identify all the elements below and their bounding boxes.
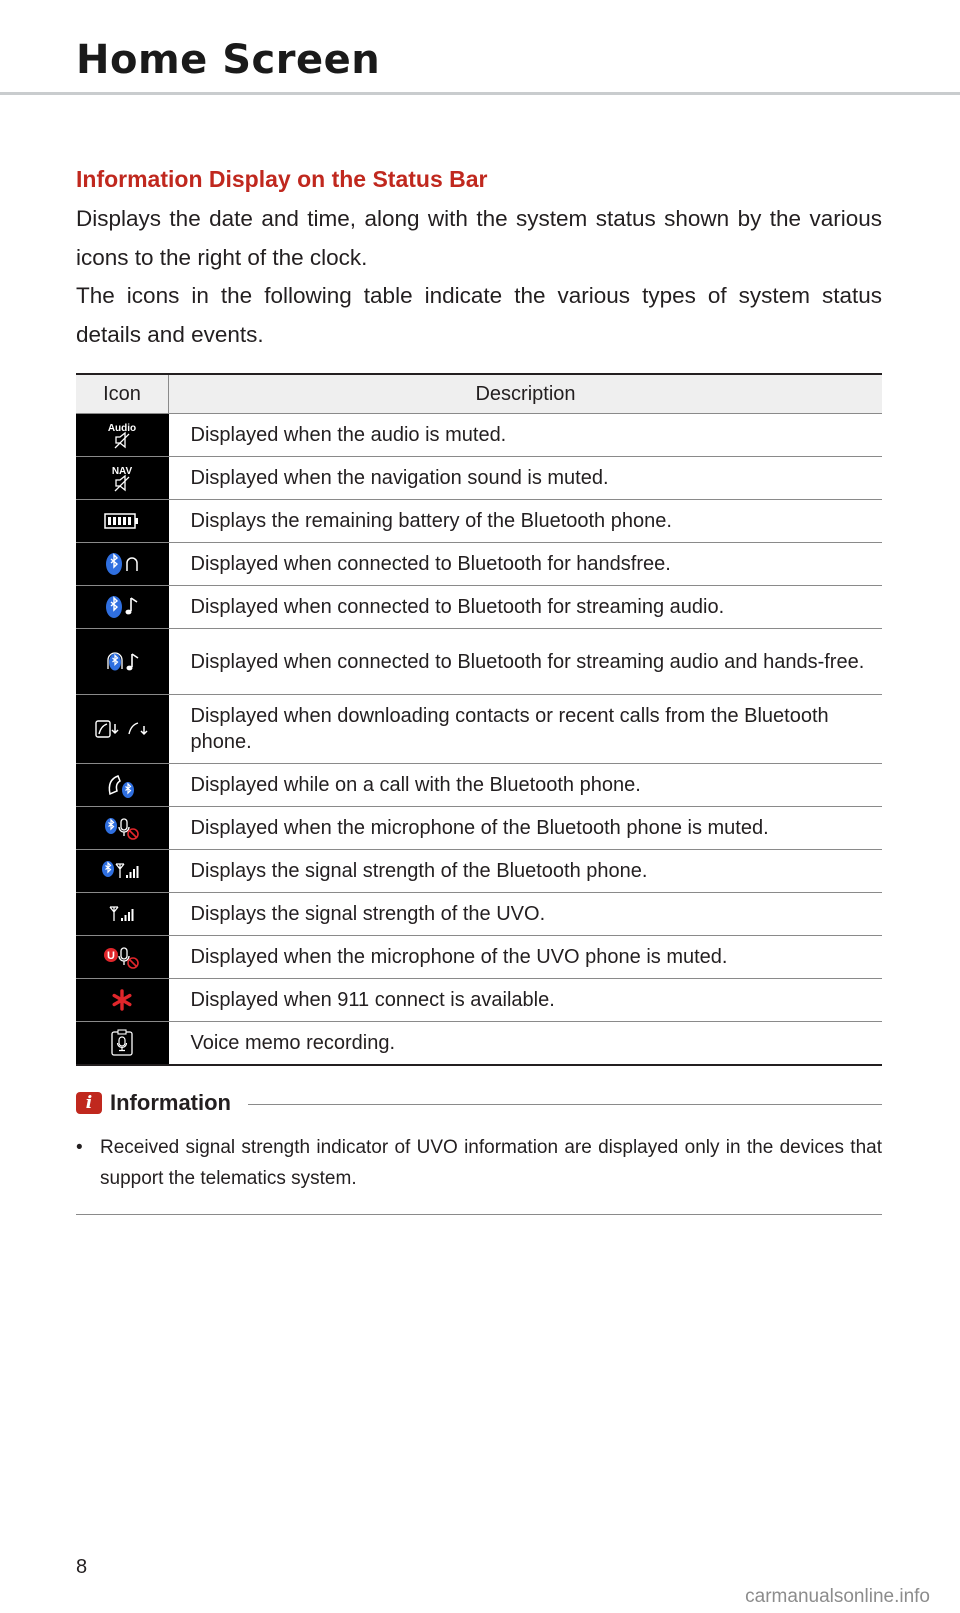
table-row bbox=[76, 1022, 882, 1066]
table-row bbox=[76, 695, 882, 764]
table-row bbox=[76, 586, 882, 629]
description-cell: Displayed when connected to Bluetooth for streaming audio. bbox=[169, 586, 883, 629]
table-row bbox=[76, 936, 882, 979]
contacts-download-icon bbox=[87, 712, 157, 746]
page-title: Home Screen bbox=[76, 37, 381, 83]
icon-cell bbox=[76, 586, 169, 629]
watermark: carmanualsonline.info bbox=[745, 1586, 930, 1607]
description-cell: Displayed when the navigation sound is muted. bbox=[169, 457, 883, 500]
audio-mute-icon bbox=[94, 420, 150, 450]
description-cell: Displayed when the microphone of the UVO phone is muted. bbox=[169, 936, 883, 979]
icon-cell bbox=[76, 979, 169, 1022]
icon-cell bbox=[76, 543, 169, 586]
information-divider bbox=[248, 1104, 882, 1105]
table-row bbox=[76, 500, 882, 543]
description-cell: Displayed when 911 connect is available. bbox=[169, 979, 883, 1022]
description-cell: Displayed when connected to Bluetooth for handsfree. bbox=[169, 543, 883, 586]
table-row bbox=[76, 850, 882, 893]
description-cell: Displayed when the audio is muted. bbox=[169, 414, 883, 457]
table-row bbox=[76, 807, 882, 850]
bluetooth-call-icon bbox=[94, 770, 150, 800]
bluetooth-mic-mute-icon bbox=[94, 813, 150, 843]
bluetooth-signal-icon bbox=[94, 856, 150, 886]
icon-cell bbox=[76, 695, 169, 764]
icon-cell bbox=[76, 500, 169, 543]
icon-cell bbox=[76, 807, 169, 850]
bluetooth-streaming-handsfree-icon bbox=[94, 645, 150, 679]
header-divider bbox=[0, 92, 960, 95]
column-header-description: Description bbox=[169, 374, 883, 414]
bluetooth-streaming-icon bbox=[94, 592, 150, 622]
table-header-row bbox=[76, 374, 882, 414]
information-title: Information bbox=[110, 1090, 231, 1115]
uvo-mic-mute-icon bbox=[94, 942, 150, 972]
description-cell: Displays the signal strength of the UVO. bbox=[169, 893, 883, 936]
description-cell: Displays the signal strength of the Bluetooth phone. bbox=[169, 850, 883, 893]
intro-paragraph: The icons in the following table indicate the various types of system status details and events. bbox=[76, 283, 882, 347]
nav-mute-icon bbox=[94, 463, 150, 493]
information-header bbox=[76, 1088, 882, 1118]
table-row bbox=[76, 979, 882, 1022]
icon-cell bbox=[76, 764, 169, 807]
information-bottom-divider bbox=[76, 1214, 882, 1215]
icon-cell bbox=[76, 1022, 169, 1066]
table-row bbox=[76, 629, 882, 695]
information-text: Received signal strength indicator of UVO information are displayed only in the devices that support the telematics system. bbox=[100, 1137, 882, 1189]
audio-label: Audio bbox=[108, 423, 137, 434]
description-cell: Displays the remaining battery of the Bluetooth phone. bbox=[169, 500, 883, 543]
table-row bbox=[76, 764, 882, 807]
table-row bbox=[76, 457, 882, 500]
icon-cell bbox=[76, 414, 169, 457]
uvo-label: U bbox=[107, 950, 116, 962]
icon-cell bbox=[76, 457, 169, 500]
voice-memo-icon bbox=[94, 1028, 150, 1058]
battery-icon bbox=[94, 510, 150, 532]
uvo-signal-icon bbox=[94, 899, 150, 929]
description-cell: Displayed while on a call with the Bluetooth phone. bbox=[169, 764, 883, 807]
description-cell: Displayed when connected to Bluetooth for streaming audio and hands-free. bbox=[169, 629, 883, 695]
description-cell: Displayed when downloading contacts or recent calls from the Bluetooth phone. bbox=[169, 695, 883, 764]
page-number: 8 bbox=[76, 1556, 88, 1578]
icon-cell bbox=[76, 629, 169, 695]
table-row bbox=[76, 543, 882, 586]
section-heading: Information Display on the Status Bar bbox=[76, 166, 488, 192]
list-item bbox=[76, 1132, 882, 1194]
status-icon-table bbox=[76, 373, 882, 1066]
page-header bbox=[0, 0, 960, 100]
description-cell: Voice memo recording. bbox=[190, 1032, 396, 1054]
intro-text bbox=[76, 200, 882, 354]
column-header-icon: Icon bbox=[76, 374, 169, 414]
bullet-icon: • bbox=[76, 1137, 83, 1158]
nav-label: NAV bbox=[112, 466, 133, 477]
icon-cell bbox=[76, 850, 169, 893]
info-icon: i bbox=[76, 1092, 102, 1114]
icon-cell bbox=[76, 893, 169, 936]
table-row bbox=[76, 414, 882, 457]
information-box bbox=[76, 1088, 882, 1215]
icon-cell bbox=[76, 936, 169, 979]
table-row bbox=[76, 893, 882, 936]
information-list bbox=[76, 1132, 882, 1194]
911-connect-icon bbox=[94, 985, 150, 1015]
description-cell: Displayed when the microphone of the Bluetooth phone is muted. bbox=[169, 807, 883, 850]
intro-paragraph: Displays the date and time, along with the system status shown by the various icons to the right of the clock. bbox=[76, 206, 882, 270]
bluetooth-handsfree-icon bbox=[94, 549, 150, 579]
